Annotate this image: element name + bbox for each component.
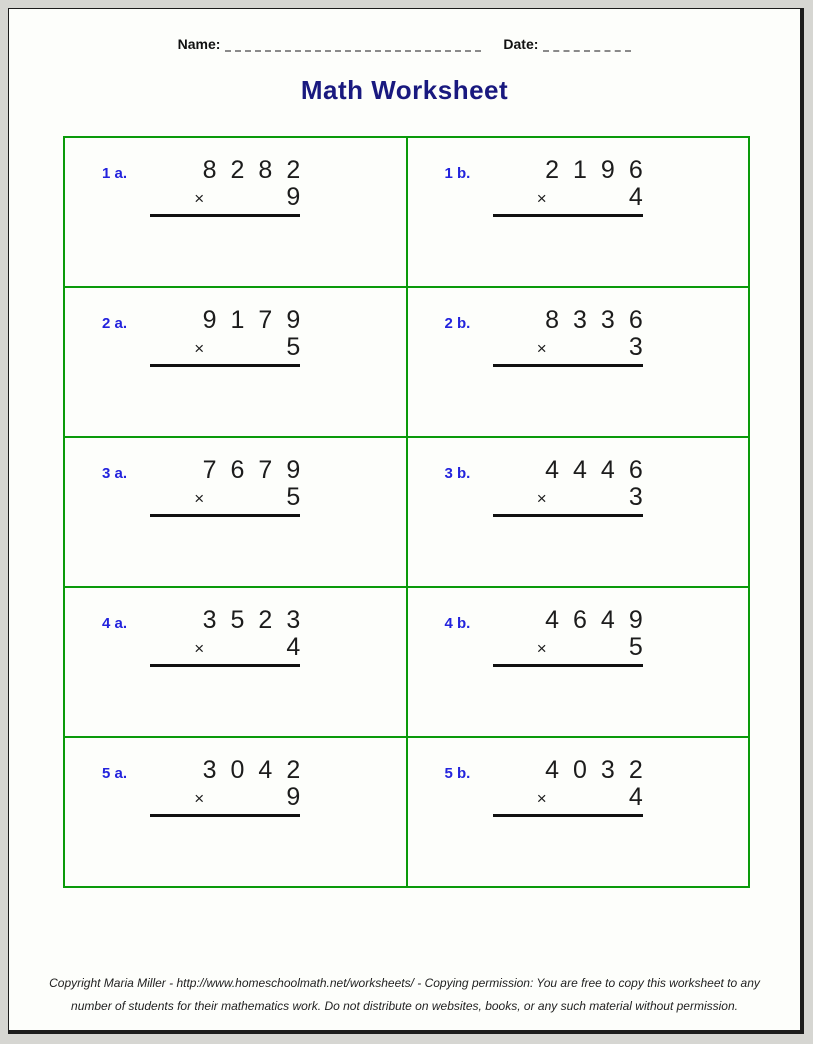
multiplicand-row — [493, 606, 657, 634]
multiplication-problem — [493, 606, 657, 667]
multiplicand-row — [150, 456, 315, 484]
multiplier-row — [493, 334, 643, 361]
problem-label: 5 b. — [444, 765, 471, 782]
multiply-sign-icon: × — [536, 789, 547, 808]
multiplier: 5 — [628, 633, 643, 661]
problem-cell-3a — [65, 438, 406, 586]
multiplier-row — [150, 484, 300, 511]
multiplicand-row — [150, 306, 315, 334]
multiplicand: 7679 — [202, 456, 315, 484]
multiplier-row — [150, 634, 300, 661]
problem-cell-2b — [408, 288, 749, 436]
multiplier: 9 — [286, 783, 301, 811]
problem-cell-5b — [408, 738, 749, 886]
problem-label: 2 b. — [444, 315, 471, 332]
multiplication-problem — [150, 156, 315, 217]
multiplicand-row — [493, 756, 657, 784]
multiply-sign-icon: × — [194, 339, 205, 358]
multiplier: 4 — [628, 783, 643, 811]
problem-cell-4b — [408, 588, 749, 736]
problem-label: 3 b. — [444, 465, 471, 482]
multiplicand: 3042 — [202, 756, 315, 784]
multiplicand: 4446 — [545, 456, 657, 484]
multiplicand-row — [150, 756, 315, 784]
multiplier-row — [150, 334, 300, 361]
multiplication-problem — [150, 456, 315, 517]
header — [9, 35, 800, 52]
multiplier-row — [150, 784, 300, 811]
name-blank-line — [225, 35, 481, 52]
multiplier-row — [150, 184, 300, 211]
problem-cell-2a — [65, 288, 406, 436]
problem-cell-4a — [65, 588, 406, 736]
multiplication-problem — [493, 306, 657, 367]
multiplier: 4 — [628, 183, 643, 211]
problem-label: 5 a. — [102, 765, 128, 782]
multiplier-row — [493, 784, 643, 811]
multiplicand: 8282 — [202, 156, 315, 184]
copyright-line-1: Copyright Maria Miller - http://www.homeschoolmath.net/worksheets/ - Copying permission: You are free to copy this worksheet to any — [49, 976, 760, 990]
multiply-sign-icon: × — [194, 189, 205, 208]
multiplier-row — [493, 634, 643, 661]
multiplication-problem — [493, 756, 657, 817]
copyright-line-2: number of students for their mathematics work. Do not distribute on websites, books, or any such material without permission. — [71, 999, 738, 1013]
multiply-sign-icon: × — [536, 639, 547, 658]
multiplication-problem — [150, 606, 315, 667]
multiplier: 5 — [286, 483, 301, 511]
multiplier: 3 — [628, 483, 643, 511]
problem-label: 1 b. — [444, 165, 471, 182]
problems-grid — [63, 136, 750, 888]
multiplier-row — [493, 484, 643, 511]
name-label: Name: — [177, 36, 221, 52]
multiply-sign-icon: × — [194, 789, 205, 808]
multiplicand: 2196 — [545, 156, 657, 184]
multiplicand: 4032 — [545, 756, 657, 784]
multiplicand: 9179 — [202, 306, 315, 334]
multiplicand: 3523 — [202, 606, 315, 634]
multiplicand-row — [493, 456, 657, 484]
multiply-sign-icon: × — [536, 489, 547, 508]
problem-label: 4 b. — [444, 615, 471, 632]
multiplier: 5 — [286, 333, 301, 361]
multiplier: 4 — [286, 633, 301, 661]
problem-cell-3b — [408, 438, 749, 586]
problem-label: 4 a. — [102, 615, 128, 632]
multiplicand-row — [150, 606, 315, 634]
multiply-sign-icon: × — [536, 339, 547, 358]
multiplicand-row — [493, 306, 657, 334]
multiply-sign-icon: × — [194, 489, 205, 508]
multiplication-problem — [493, 156, 657, 217]
multiply-sign-icon: × — [536, 189, 547, 208]
problem-cell-5a — [65, 738, 406, 886]
multiplication-problem — [150, 306, 315, 367]
problem-cell-1a — [65, 138, 406, 286]
multiplicand: 4649 — [545, 606, 657, 634]
multiplier: 9 — [286, 183, 301, 211]
page-title: Math Worksheet — [300, 75, 509, 105]
date-blank-line — [543, 35, 631, 52]
multiplicand: 8336 — [545, 306, 657, 334]
copyright-text — [9, 972, 800, 1018]
problem-label: 3 a. — [102, 465, 128, 482]
multiply-sign-icon: × — [194, 639, 205, 658]
multiplication-problem — [150, 756, 315, 817]
problem-cell-1b — [408, 138, 749, 286]
multiplier-row — [493, 184, 643, 211]
multiplier: 3 — [628, 333, 643, 361]
multiplicand-row — [150, 156, 315, 184]
multiplicand-row — [493, 156, 657, 184]
problem-label: 1 a. — [102, 165, 128, 182]
worksheet-page — [8, 8, 804, 1034]
multiplication-problem — [493, 456, 657, 517]
date-label: Date: — [503, 36, 539, 52]
problem-label: 2 a. — [102, 315, 128, 332]
